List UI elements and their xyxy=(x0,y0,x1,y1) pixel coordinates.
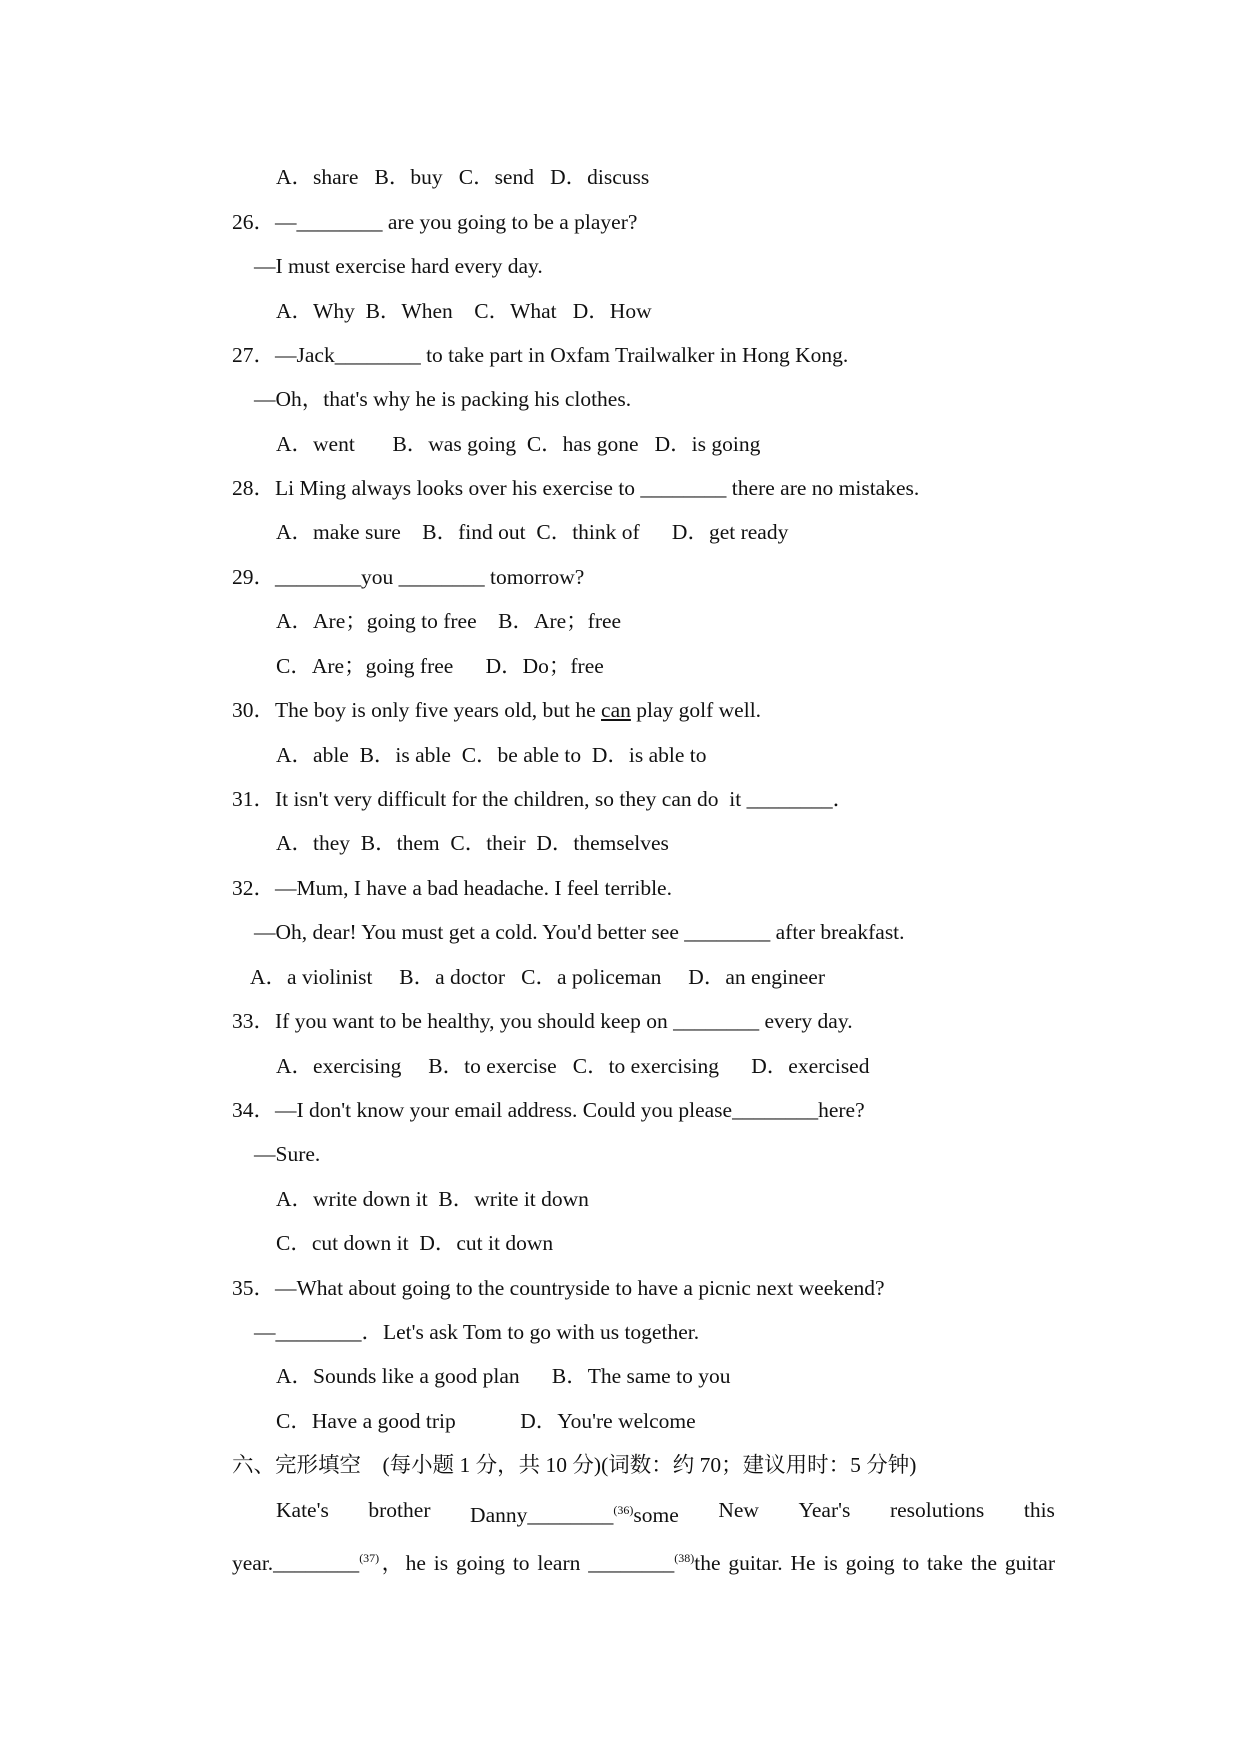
q30-underlined-word: can xyxy=(601,698,631,722)
q35-options-row1: A．Sounds like a good plan B．The same to you xyxy=(276,1364,731,1388)
blank-number-36: (36) xyxy=(613,1503,634,1517)
q33-options: A．exercising B．to exercise C．to exercising D．exercised xyxy=(276,1054,870,1078)
q27-stem: 27．—Jack________ to take part in Oxfam Trailwalker in Hong Kong. xyxy=(232,343,849,367)
blank-number-37: (37) xyxy=(359,1551,380,1565)
q30-stem-before: 30．The boy is only five years old, but he xyxy=(232,698,602,722)
cloze-blank-36 xyxy=(470,1496,679,1529)
cloze-line-2 xyxy=(232,1544,1055,1577)
q32-options: A．a violinist B．a doctor C．a policeman D．an engineer xyxy=(250,965,825,989)
q32-reply: —Oh, dear! You must get a cold. You'd better see ________ after breakfast. xyxy=(254,920,905,944)
cloze-line-1 xyxy=(276,1496,1055,1529)
q32-stem: 32．—Mum, I have a bad headache. I feel terrible. xyxy=(232,876,672,900)
q29-options-row2: C．Are；going free D．Do；free xyxy=(276,654,604,678)
q35-stem: 35．—What about going to the countryside to have a picnic next weekend? xyxy=(232,1276,885,1300)
q34-options-row2: C．cut down it D．cut it down xyxy=(276,1231,554,1255)
cloze-word: Danny________ xyxy=(470,1503,614,1527)
q34-stem: 34．—I don't know your email address. Could you please________here? xyxy=(232,1098,865,1122)
q28-stem: 28．Li Ming always looks over his exercise to ________ there are no mistakes. xyxy=(232,476,920,500)
q28-options: A．make sure B．find out C．think of D．get ready xyxy=(276,520,789,544)
cloze-word: resolutions xyxy=(889,1498,985,1522)
q30-options: A．able B．is able C．be able to D．is able to xyxy=(276,743,707,767)
cloze-line2-part3: the guitar. He is going to take the guitar xyxy=(694,1551,1055,1575)
cloze-word: some xyxy=(633,1503,679,1527)
q35-reply: —________．Let's ask Tom to go with us together. xyxy=(254,1320,700,1344)
cloze-word: Year's xyxy=(798,1498,851,1522)
q27-reply: —Oh，that's why he is packing his clothes. xyxy=(254,387,632,411)
q29-options-row1: A．Are；going to free B．Are；free xyxy=(276,609,622,633)
cloze-word: Kate's xyxy=(276,1498,329,1522)
cloze-line2-part1: year.________ xyxy=(232,1551,360,1575)
q26-options: A．Why B．When C．What D．How xyxy=(276,299,652,323)
cloze-word: brother xyxy=(368,1498,431,1522)
q34-reply: —Sure. xyxy=(254,1142,321,1166)
blank-number-38: (38) xyxy=(674,1551,695,1565)
cloze-word: this xyxy=(1023,1498,1055,1522)
cloze-word: New xyxy=(718,1498,759,1522)
q30-stem-after: play golf well. xyxy=(630,698,762,722)
q26-reply: —I must exercise hard every day. xyxy=(254,254,543,278)
q34-options-row1: A．write down it B．write it down xyxy=(276,1187,589,1211)
section-6-heading: 六、完形填空 (每小题 1 分，共 10 分)(词数：约 70；建议用时：5 分钟) xyxy=(232,1453,917,1477)
q31-stem: 31．It isn't very difficult for the children, so they can do it ________． xyxy=(232,787,855,811)
q25-options: A．share B．buy C．send D．discuss xyxy=(276,165,650,189)
q27-options: A．went B．was going C．has gone D．is going xyxy=(276,432,761,456)
q30-stem xyxy=(232,696,761,724)
cloze-line2-part2: ，he is going to learn ________ xyxy=(379,1551,675,1575)
q29-stem: 29．________you ________ tomorrow? xyxy=(232,565,585,589)
q26-stem: 26．—________ are you going to be a player? xyxy=(232,210,638,234)
q31-options: A．they B．them C．their D．themselves xyxy=(276,831,669,855)
q35-options-row2: C．Have a good trip D．You're welcome xyxy=(276,1409,696,1433)
q33-stem: 33．If you want to be healthy, you should keep on ________ every day. xyxy=(232,1009,853,1033)
